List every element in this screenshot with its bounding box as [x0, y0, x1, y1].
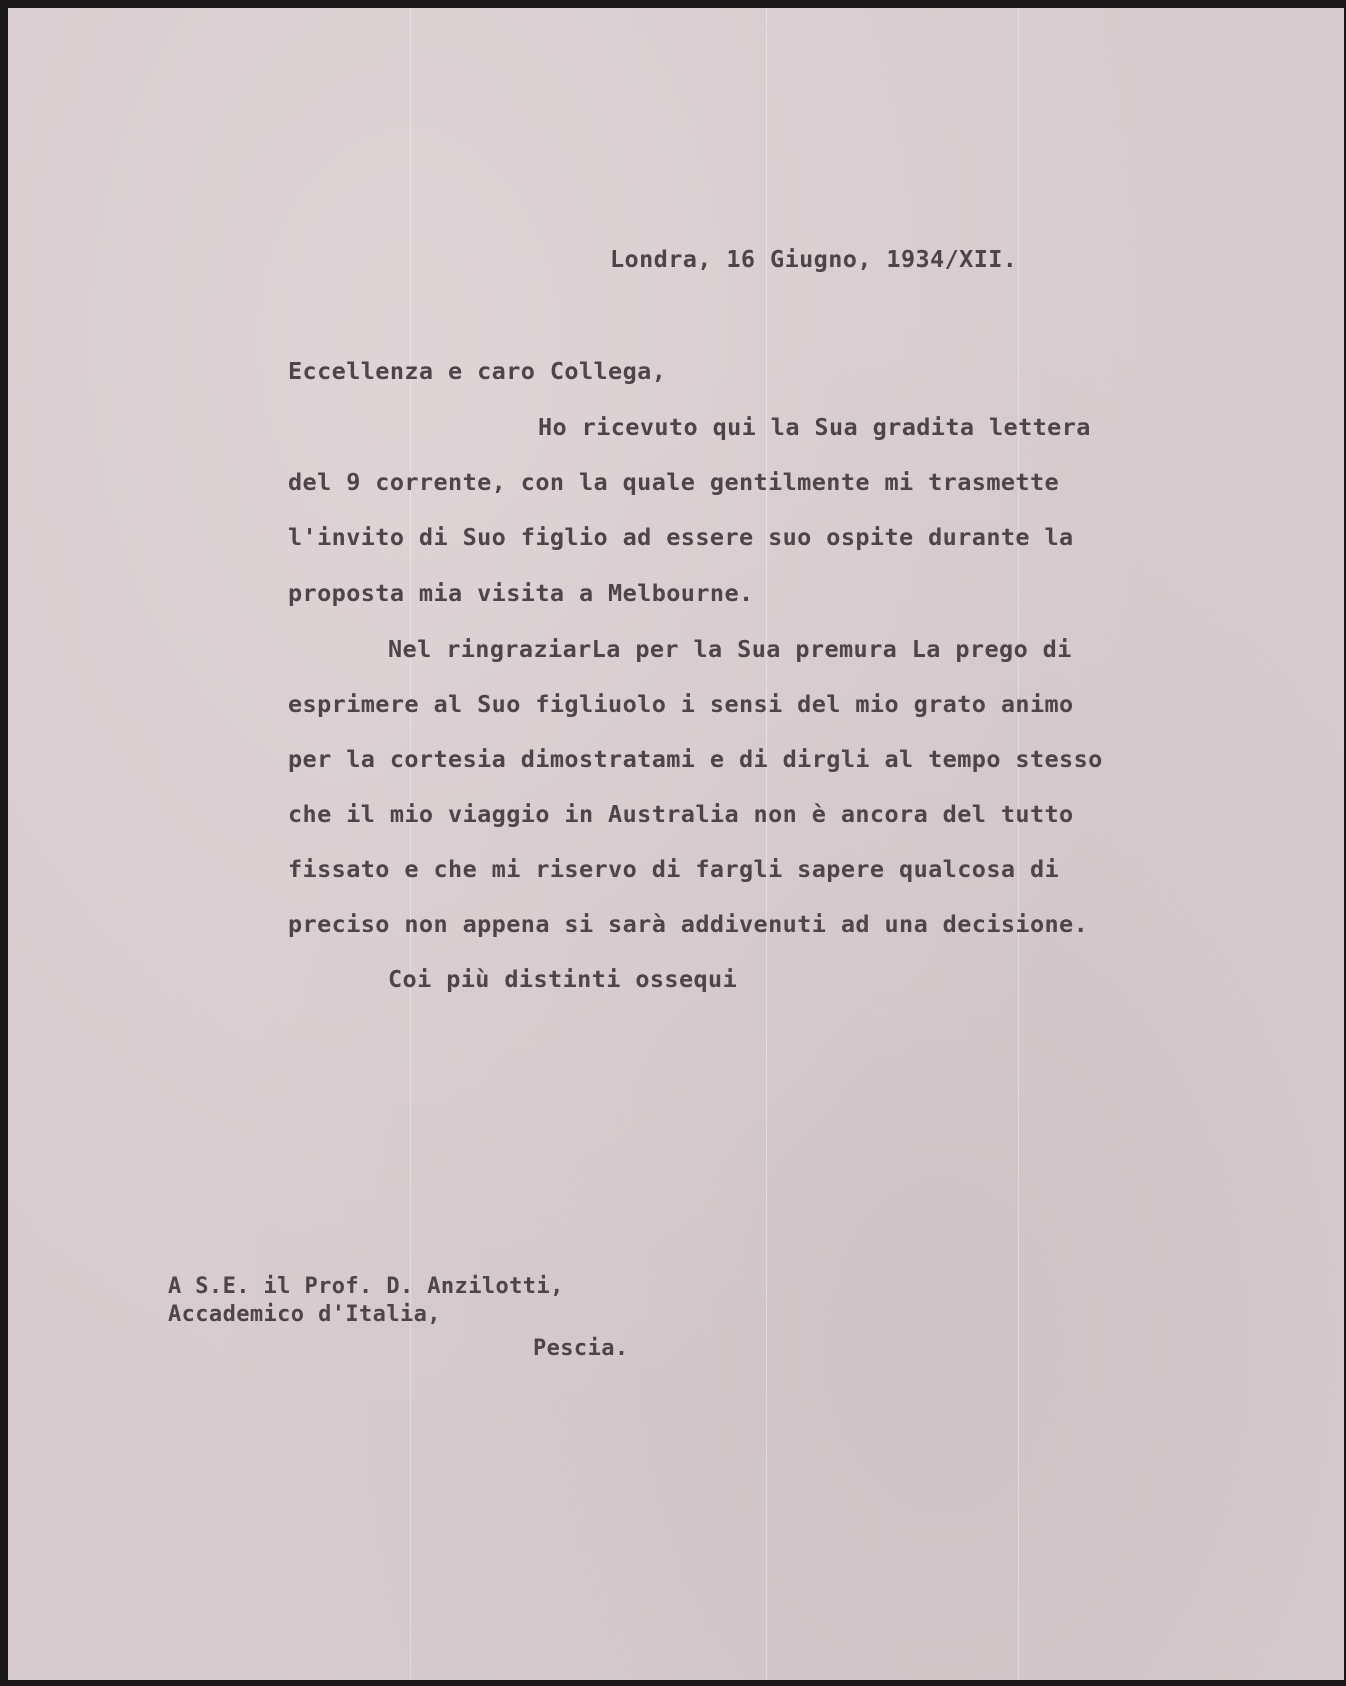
body-line: l'invito di Suo figlio ad essere suo ospite durante la	[288, 523, 1074, 551]
address-line: Accademico d'Italia,	[168, 1302, 441, 1327]
body-line: fissato e che mi riservo di fargli sapere qualcosa di	[288, 855, 1060, 883]
body-line: per la cortesia dimostratami e di dirgli al tempo stesso	[288, 745, 1103, 773]
paper-crease	[1018, 8, 1019, 1680]
body-line: Nel ringraziarLa per la Sua premura La prego di	[388, 635, 1072, 663]
salutation: Eccellenza e caro Collega,	[288, 357, 667, 385]
body-line: Ho ricevuto qui la Sua gradita lettera	[538, 413, 1091, 441]
body-line: esprimere al Suo figliuolo i sensi del mio grato animo	[288, 690, 1074, 718]
date-line: Londra, 16 Giugno, 1934/XII.	[610, 245, 1018, 273]
address-line: A S.E. il Prof. D. Anzilotti,	[168, 1274, 564, 1299]
closing: Coi più distinti ossequi	[388, 965, 738, 993]
address-line: Pescia.	[533, 1336, 629, 1361]
letter-sheet	[8, 8, 1344, 1680]
body-line: preciso non appena si sarà addivenuti ad una decisione.	[288, 910, 1089, 938]
paper-crease	[410, 8, 411, 1680]
body-line: del 9 corrente, con la quale gentilmente mi trasmette	[288, 468, 1060, 496]
body-line: proposta mia visita a Melbourne.	[288, 579, 754, 607]
body-line: che il mio viaggio in Australia non è ancora del tutto	[288, 800, 1074, 828]
